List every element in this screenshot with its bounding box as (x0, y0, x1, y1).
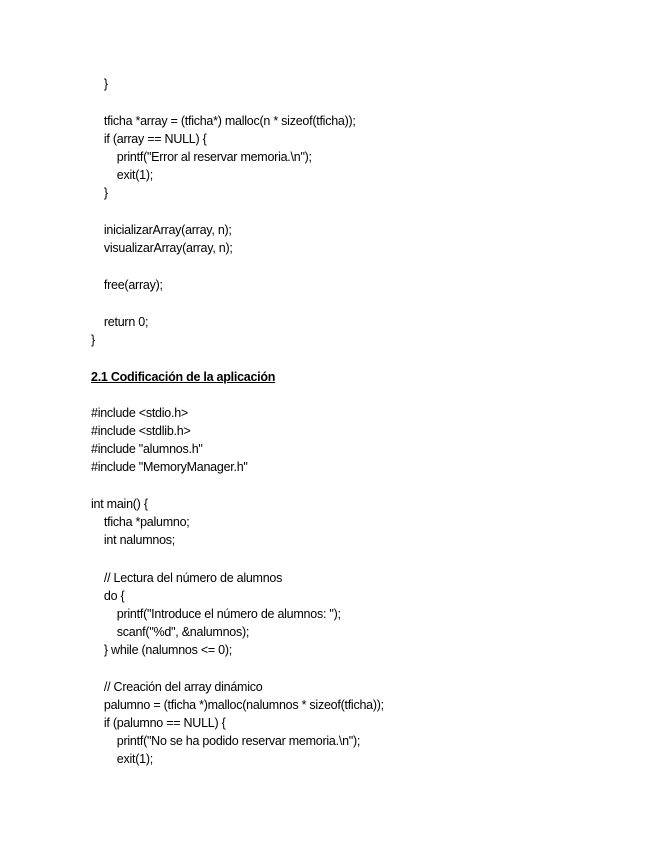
code-line: visualizarArray(array, n); (91, 241, 233, 255)
code-line: inicializarArray(array, n); (91, 223, 232, 237)
code-line: #include "MemoryManager.h" (91, 460, 248, 474)
code-line: free(array); (91, 278, 163, 292)
code-line: scanf("%d", &nalumnos); (91, 625, 250, 639)
code-line: exit(1); (91, 168, 153, 182)
code-line: if (palumno == NULL) { (91, 716, 226, 730)
code-line: } (91, 77, 108, 91)
code-line: if (array == NULL) { (91, 132, 207, 146)
code-line: exit(1); (91, 752, 153, 766)
code-line: printf("Error al reservar memoria.\n"); (91, 150, 312, 164)
code-line: palumno = (tficha *)malloc(nalumnos * sizeof(tficha)); (91, 698, 384, 712)
code-line: printf("Introduce el número de alumnos: "); (91, 607, 341, 621)
code-line: int nalumnos; (91, 533, 175, 547)
code-line: int main() { (91, 497, 148, 511)
code-line: } (91, 333, 95, 347)
code-line: #include <stdio.h> (91, 406, 188, 420)
code-line: do { (91, 589, 125, 603)
code-comment: // Creación del array dinámico (91, 680, 263, 694)
code-line: tficha *array = (tficha*) malloc(n * sizeof(tficha)); (91, 114, 356, 128)
code-line: } while (nalumnos <= 0); (91, 643, 232, 657)
code-line: #include <stdlib.h> (91, 424, 191, 438)
code-line: printf("No se ha podido reservar memoria.\n"); (91, 734, 361, 748)
code-line: #include "alumnos.h" (91, 442, 203, 456)
code-line: return 0; (91, 315, 149, 329)
code-line: } (91, 186, 108, 200)
code-comment: // Lectura del número de alumnos (91, 571, 283, 585)
section-heading: 2.1 Codificación de la aplicación (91, 370, 276, 384)
code-line: tficha *palumno; (91, 515, 190, 529)
